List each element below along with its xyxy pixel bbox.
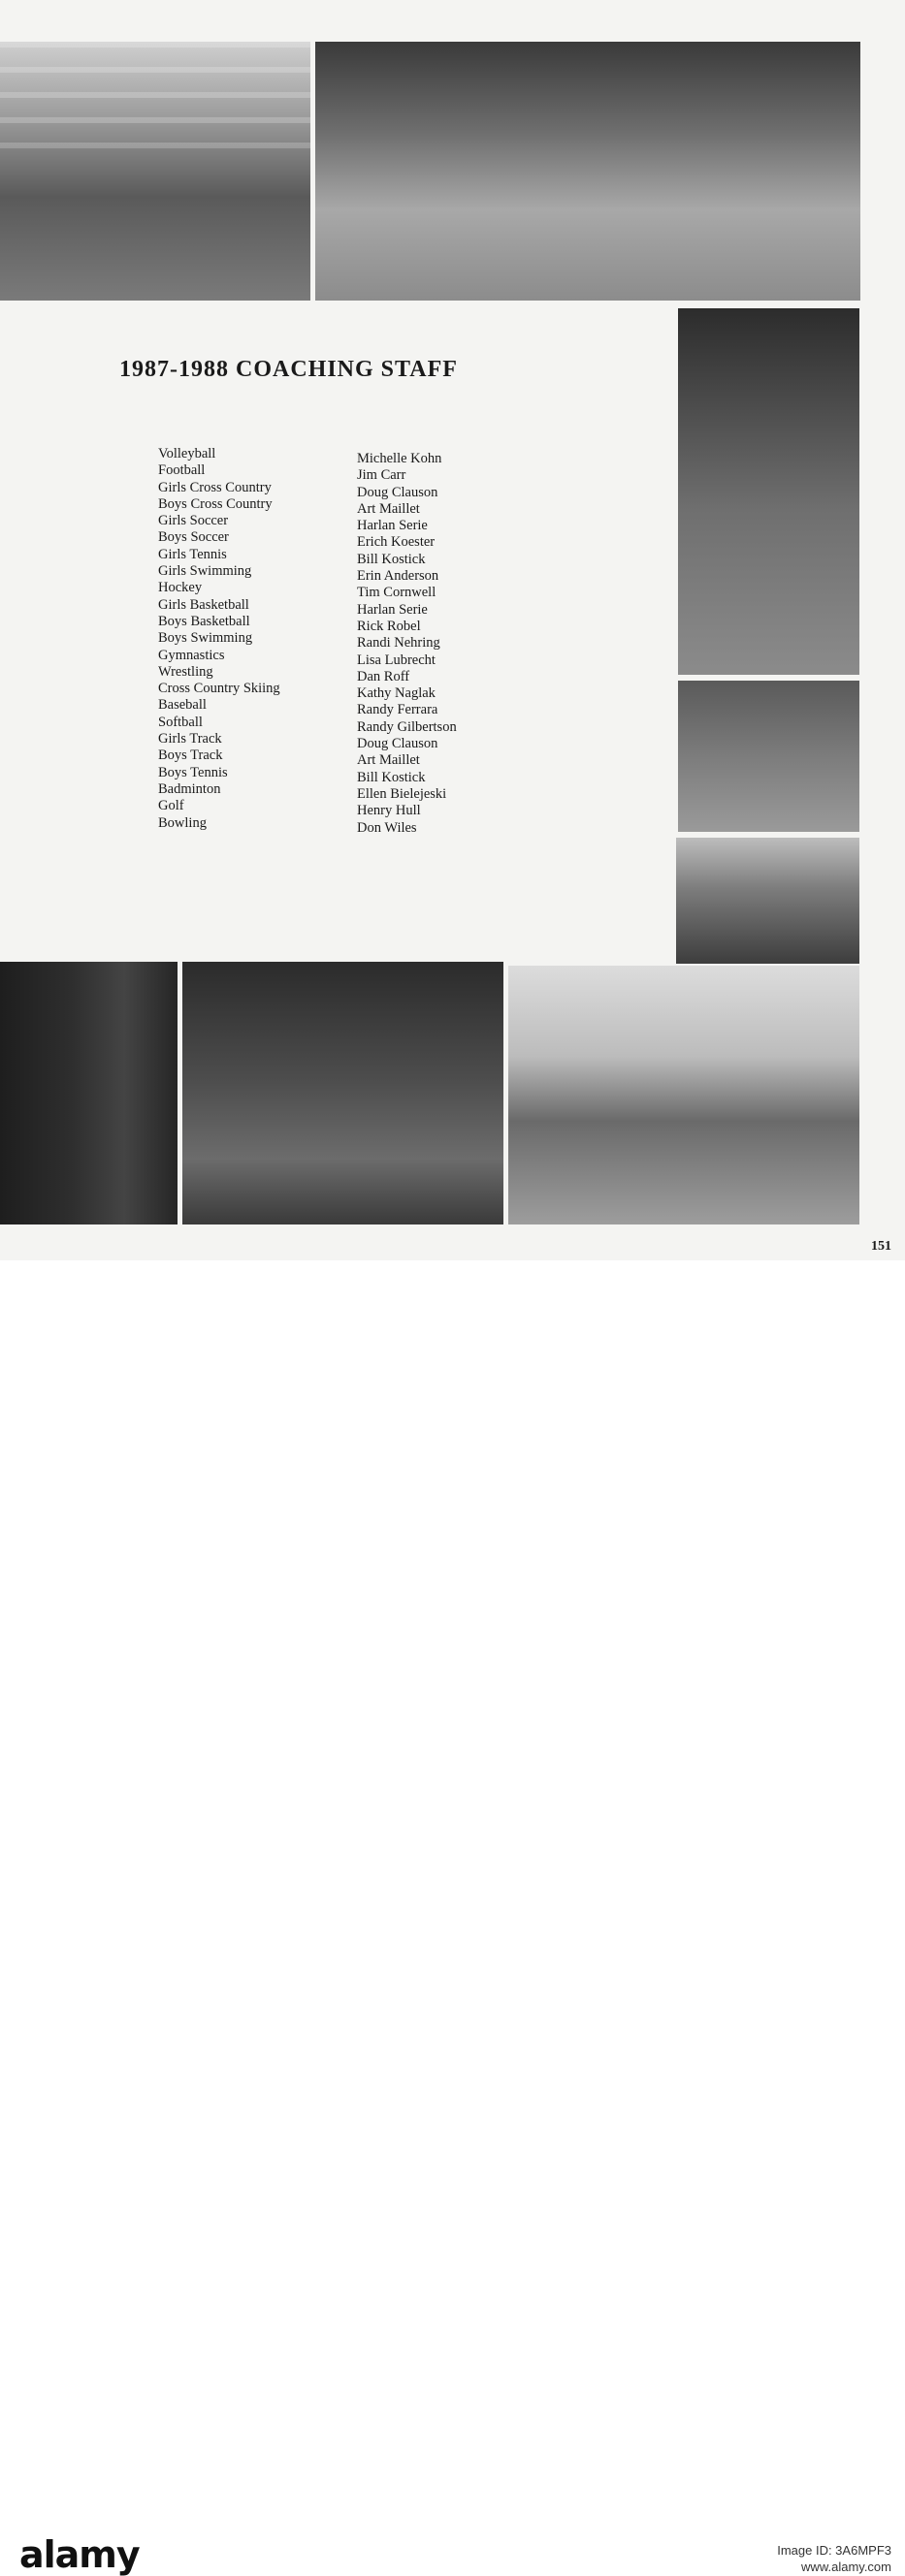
photo-golfer-swing	[182, 962, 503, 1224]
coach-name: Erin Anderson	[357, 568, 439, 585]
sport-name: Badminton	[158, 780, 221, 797]
watermark-bar	[0, 1260, 905, 2576]
sport-name: Hockey	[158, 580, 203, 596]
coach-name: Don Wiles	[357, 819, 417, 836]
coach-name: Randy Gilbertson	[357, 718, 457, 735]
photo-diving-pool	[508, 966, 859, 1224]
coach-name: Randi Nehring	[357, 635, 440, 652]
image-id-text: Image ID: 3A6MPF3	[777, 2543, 891, 2558]
coach-name: Dan Roff	[357, 668, 410, 684]
alamy-logo: alamy	[19, 2533, 140, 2576]
sport-name: Girls Track	[158, 731, 222, 747]
coach-name: Bill Kostick	[357, 551, 426, 567]
coach-name: Randy Ferrara	[357, 702, 438, 718]
sport-name: Boys Swimming	[158, 630, 253, 647]
photo-softball-slide	[678, 681, 859, 832]
sport-name: Volleyball	[158, 446, 216, 461]
coach-name: Kathy Naglak	[357, 685, 436, 702]
sport-name: Baseball	[158, 697, 207, 714]
sport-name: Bowling	[158, 814, 207, 831]
coach-name: Rick Robel	[357, 618, 421, 634]
photo-badminton-player	[0, 962, 178, 1224]
photo-football-players	[676, 838, 859, 964]
coach-name: Bill Kostick	[357, 769, 426, 785]
sport-name: Boys Cross Country	[158, 495, 273, 512]
coach-name: Art Maillet	[357, 500, 420, 517]
sport-name: Girls Swimming	[158, 563, 252, 580]
coach-name: Erich Koester	[357, 534, 436, 551]
sport-name: Football	[158, 462, 206, 479]
sport-name: Girls Basketball	[158, 596, 249, 613]
yearbook-page	[0, 0, 905, 1260]
page-number: 151	[871, 1239, 891, 1254]
sport-name: Boys Tennis	[158, 764, 228, 780]
photo-cross-country-runner	[678, 308, 859, 675]
coach-name: Doug Clauson	[357, 736, 438, 752]
sport-name: Softball	[158, 714, 203, 730]
coach-name: Harlan Serie	[357, 518, 428, 534]
coach-name: Harlan Serie	[357, 601, 428, 618]
sport-name: Boys Basketball	[158, 613, 250, 629]
sport-name: Cross Country Skiing	[158, 681, 280, 697]
sport-name: Girls Soccer	[158, 513, 229, 529]
photo-girls-track-runners	[0, 42, 310, 301]
coach-name: Doug Clauson	[357, 484, 438, 500]
sport-name: Girls Cross Country	[158, 479, 272, 495]
sport-name: Gymnastics	[158, 647, 225, 663]
coach-name: Michelle Kohn	[357, 451, 442, 466]
coach-name: Lisa Lubrecht	[357, 652, 436, 668]
sport-name: Girls Tennis	[158, 546, 227, 562]
coach-name: Art Maillet	[357, 752, 420, 769]
coach-name: Jim Carr	[357, 467, 406, 484]
coach-name: Ellen Bielejeski	[357, 785, 447, 802]
image-source-url: www.alamy.com	[801, 2560, 891, 2574]
sports-list	[158, 446, 280, 832]
photo-wrestling-match	[315, 42, 860, 301]
image-id-block	[777, 2542, 891, 2575]
sport-name: Boys Soccer	[158, 529, 229, 546]
coach-name: Tim Cornwell	[357, 585, 436, 601]
sport-name: Boys Track	[158, 747, 223, 764]
sport-name: Wrestling	[158, 663, 213, 680]
sport-name: Golf	[158, 798, 184, 814]
page-title: 1987-1988 COACHING STAFF	[119, 357, 458, 382]
coach-name: Henry Hull	[357, 803, 421, 819]
coaches-list	[357, 451, 457, 837]
